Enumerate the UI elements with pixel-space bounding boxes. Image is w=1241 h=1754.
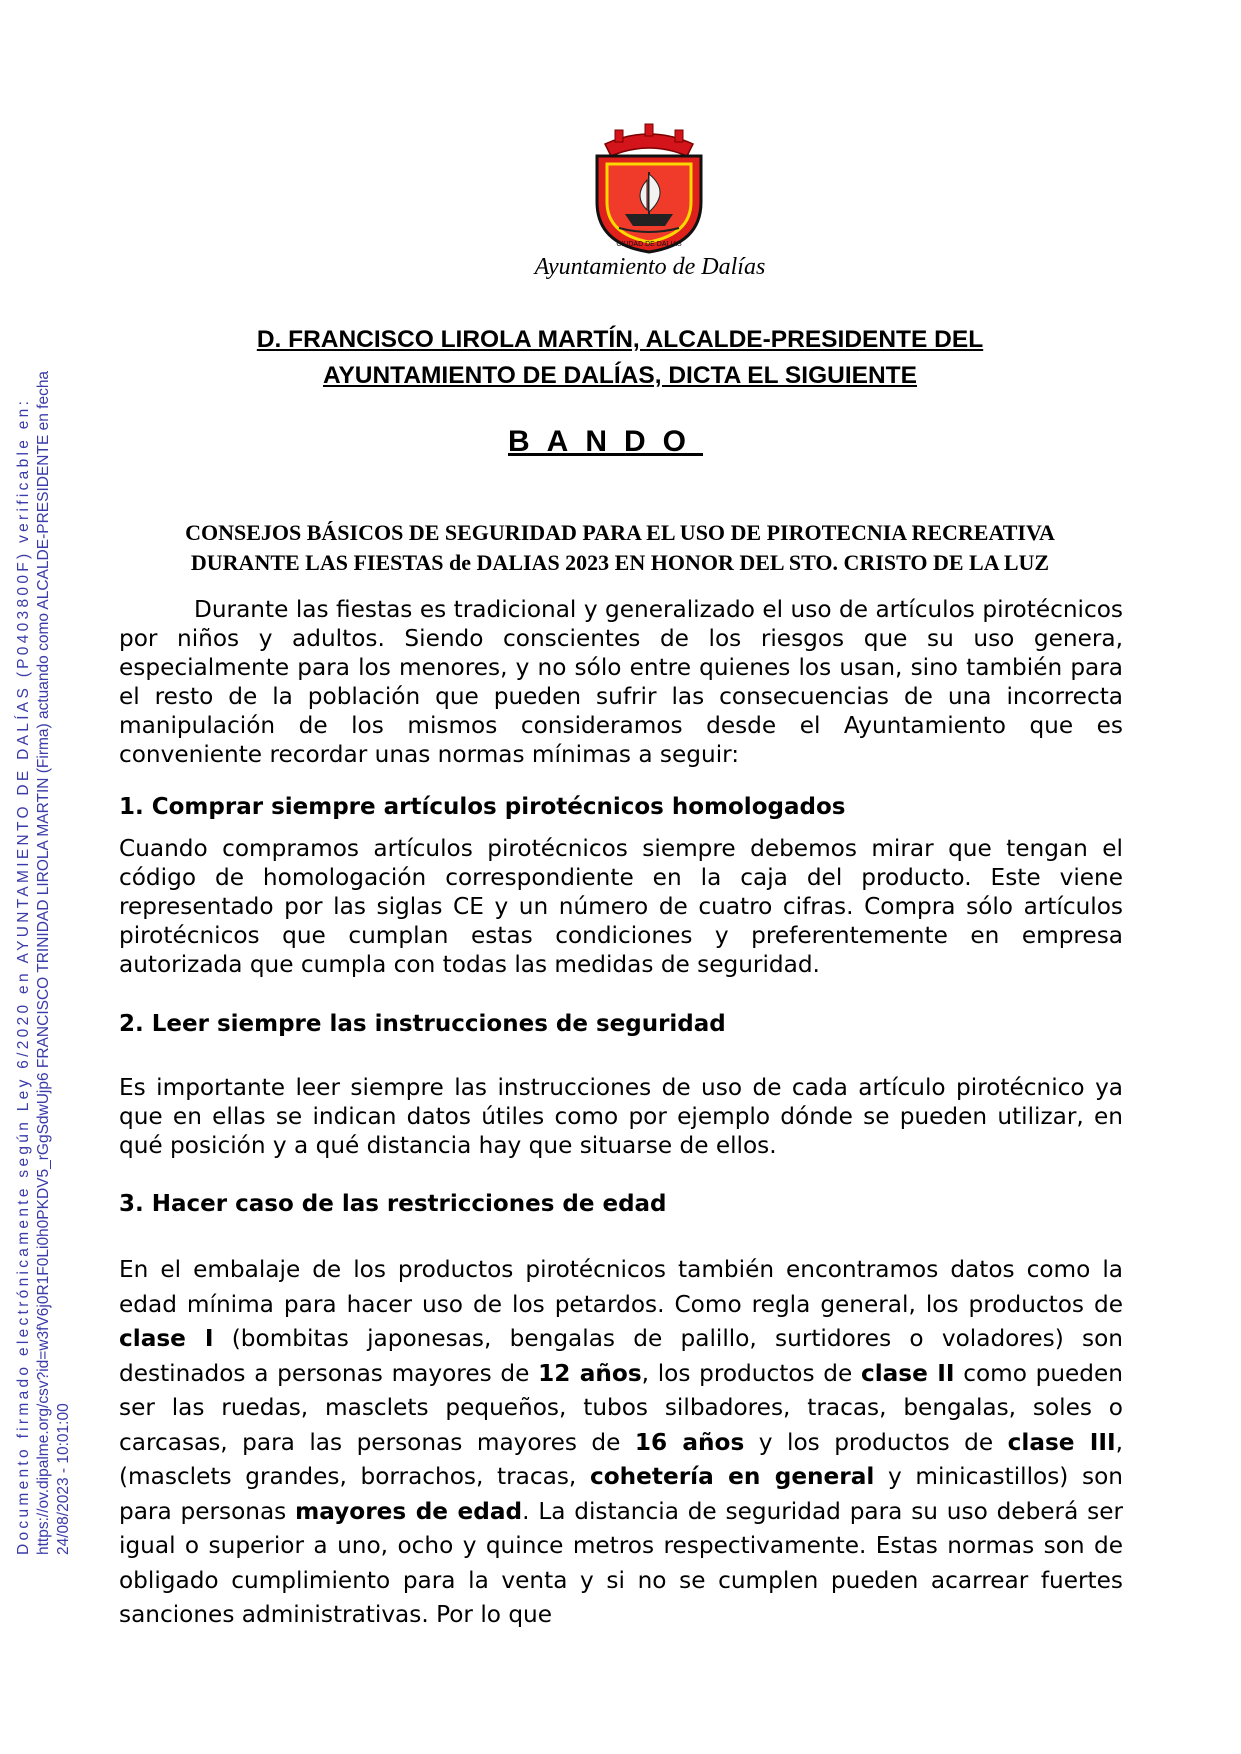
s3-bold-mayores-edad: mayores de edad bbox=[295, 1497, 523, 1525]
section-2-text: Es importante leer siempre las instrucciones de uso de cada artículo pirotécnico ya que en ellas se indican datos útiles como por ejemplo dónde se pueden utilizar, en qué posición y a qué distancia hay que situarse de ellos. bbox=[119, 1074, 1123, 1159]
intro-paragraph: Durante las fiestas es tradicional y generalizado el uso de artículos pirotécnicos por niños y adultos. Siendo conscientes de los riesgos que su uso genera, especialmente para los menores, y no sólo entre quienes los usan, sino también para el resto de la población que pueden sufrir las consecuencias de una incorrecta manipulación de los mismos consideramos desde el Ayuntamiento que es conveniente recordar unas normas mínimas a seguir: bbox=[119, 596, 1123, 768]
s3-part: En el embalaje de los productos pirotécnicos también encontramos datos como la edad mínima para hacer uso de los petardos. Como regla general, los productos de bbox=[119, 1256, 1123, 1318]
verification-stamp bbox=[14, 195, 76, 1555]
verification-date: 24/08/2023 - 10:01:00 bbox=[55, 1403, 72, 1555]
page-title bbox=[150, 322, 1090, 394]
s3-part: y minicastillos) son para personas bbox=[119, 1463, 1123, 1525]
s3-bold-clase-iii: clase III bbox=[1007, 1428, 1116, 1456]
s3-bold-clase-ii: clase II bbox=[860, 1359, 955, 1387]
verification-line-1: Documento firmado electrónicamente según Ley 6/2020 en AYUNTAMIENTO DE DALÍAS (P0403800F) verificable en: bbox=[15, 397, 32, 1555]
title-line-1: D. FRANCISCO LIROLA MARTÍN, ALCALDE-PRESIDENTE DEL bbox=[256, 326, 984, 353]
s3-part: (bombitas japonesas, bengalas de palillo, surtidores o voladores) son destinados a personas mayores de bbox=[119, 1325, 1124, 1387]
s3-bold-clase-i: clase I bbox=[119, 1325, 214, 1352]
section-1-title: 1. Comprar siempre artículos pirotécnicos homologados bbox=[119, 794, 846, 820]
ayuntamiento-caption: Ayuntamiento de Dalías bbox=[534, 254, 766, 280]
s3-bold-12-anos: 12 años bbox=[538, 1359, 642, 1387]
consejos-line-1: CONSEJOS BÁSICOS DE SEGURIDAD PARA EL USO DE PIROTECNIA RECREATIVA bbox=[185, 520, 1055, 545]
s3-part: y los productos de bbox=[744, 1428, 1008, 1456]
section-3-text bbox=[119, 1253, 1123, 1633]
section-1-text: Cuando compramos artículos pirotécnicos siempre debemos mirar que tengan el código de homologación correspondiente en la caja del producto. Este viene representado por las siglas CE y un número de cuatro cifras. Compra sólo artículos pirotécnicos que cumplan estas condiciones y preferentemente en empresa autorizada que cumpla con todas las medidas de seguridad. bbox=[119, 835, 1123, 978]
title-line-2: AYUNTAMIENTO DE DALÍAS, DICTA EL SIGUIENTE bbox=[323, 362, 917, 389]
s3-part: como pueden ser las ruedas, masclets pequeños, tubos silbadores, tracas, bengalas, soles o carcasas, para las personas mayores de bbox=[119, 1359, 1123, 1456]
consejos-title bbox=[110, 518, 1130, 578]
s3-bold-coheteria: cohetería en general bbox=[589, 1463, 875, 1490]
s3-bold-16-anos: 16 años bbox=[634, 1428, 745, 1456]
s3-part: , (masclets grandes, borrachos, tracas, bbox=[119, 1428, 1123, 1490]
coat-of-arms-logo bbox=[575, 122, 723, 254]
verification-url[interactable]: https://ov.dipalme.org/csv?id=w3fV6j0R1F0Li0h0PKDV5_rGgSdwUjp6 FRANCISCO TRINIDAD LIROLA MARTIN (Firma) actuando como ALCALDE-PRESIDENTE en fecha bbox=[35, 370, 52, 1555]
section-2-title: 2. Leer siempre las instrucciones de seguridad bbox=[119, 1011, 726, 1037]
section-3-title: 3. Hacer caso de las restricciones de edad bbox=[119, 1191, 667, 1217]
bando-heading: BANDO bbox=[508, 425, 703, 458]
consejos-line-2: DURANTE LAS FIESTAS de DALIAS 2023 EN HONOR DEL STO. CRISTO DE LA LUZ bbox=[190, 550, 1050, 575]
s3-part: , los productos de bbox=[641, 1359, 861, 1387]
s3-part: . La distancia de seguridad para su uso deberá ser igual o superior a uno, ocho y quince metros respectivamente. Estas normas son de obligado cumplimiento para la venta y si no se cumplen pueden acarrear fuertes sanciones administrativas. Por lo que bbox=[119, 1497, 1123, 1628]
logo-text: CIUDAD DE DALIAS bbox=[616, 241, 682, 248]
